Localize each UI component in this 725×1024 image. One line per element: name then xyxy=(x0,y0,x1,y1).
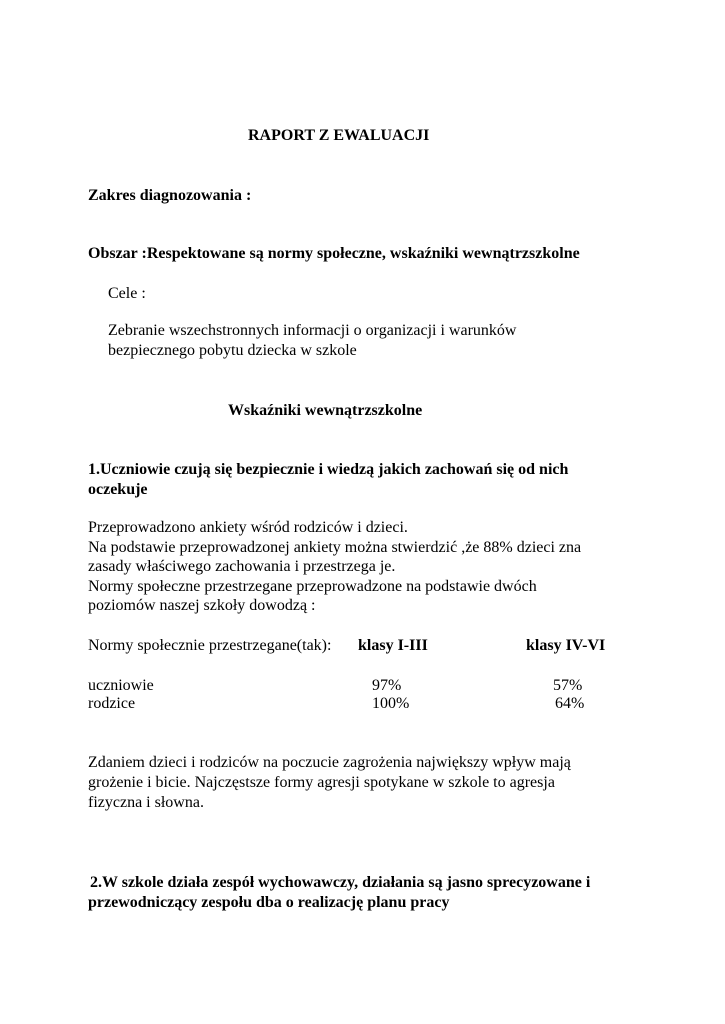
norms-table-label: Normy społecznie przestrzegane(tak): xyxy=(88,637,332,654)
paragraph2-line: grożenie i bicie. Najczęstsze formy agresji spotykane w szkole to agresja xyxy=(88,774,555,791)
norms-table-header-col2: klasy IV-VI xyxy=(526,637,606,654)
norms-table-cell: 57% xyxy=(553,677,583,694)
point2-heading-line: 2.W szkole działa zespół wychowawczy, działania są jasno sprecyzowane i xyxy=(90,874,591,891)
paragraph2-line: fizyczna i słowna. xyxy=(88,794,204,811)
point1-heading-line: 1.Uczniowie czują się bezpiecznie i wiedzą jakich zachowań się od nich xyxy=(88,461,569,478)
scope-heading: Zakres diagnozowania : xyxy=(88,187,252,204)
indicators-heading: Wskaźniki wewnątrzszkolne xyxy=(228,402,423,419)
area-heading: Obszar :Respektowane są normy społeczne, wskaźniki wewnątrzszkolne xyxy=(88,245,580,262)
norms-table-header-col1: klasy I-III xyxy=(358,637,428,654)
paragraph1-line: Normy społeczne przestrzegane przeprowadzone na podstawie dwóch xyxy=(88,578,537,595)
paragraph1-line: Na podstawie przeprowadzonej ankiety można stwierdzić ,że 88% dzieci zna xyxy=(88,539,582,556)
point1-heading-line: oczekuje xyxy=(88,481,148,498)
norms-table-cell: 100% xyxy=(372,695,410,712)
goals-text-line: bezpiecznego pobytu dziecka w szkole xyxy=(108,342,357,359)
paragraph1-line: zasady właściwego zachowania i przestrzega je. xyxy=(88,558,396,575)
norms-table-cell: 97% xyxy=(372,677,402,694)
goals-text-line: Zebranie wszechstronnych informacji o organizacji i warunków xyxy=(108,322,517,339)
paragraph1-line: Przeprowadzono ankiety wśród rodziców i dzieci. xyxy=(88,519,408,536)
document-title: RAPORT Z EWALUACJI xyxy=(248,127,430,144)
paragraph1-line: poziomów naszej szkoły dowodzą : xyxy=(88,597,316,614)
goals-label: Cele : xyxy=(108,285,146,302)
norms-table-cell: 64% xyxy=(555,695,585,712)
paragraph2-line: Zdaniem dzieci i rodziców na poczucie zagrożenia największy wpływ mają xyxy=(88,754,571,771)
point2-heading-line: przewodniczący zespołu dba o realizację planu pracy xyxy=(88,894,450,911)
norms-table-row-group: uczniowie xyxy=(88,677,154,694)
norms-table-row-group: rodzice xyxy=(88,695,136,712)
